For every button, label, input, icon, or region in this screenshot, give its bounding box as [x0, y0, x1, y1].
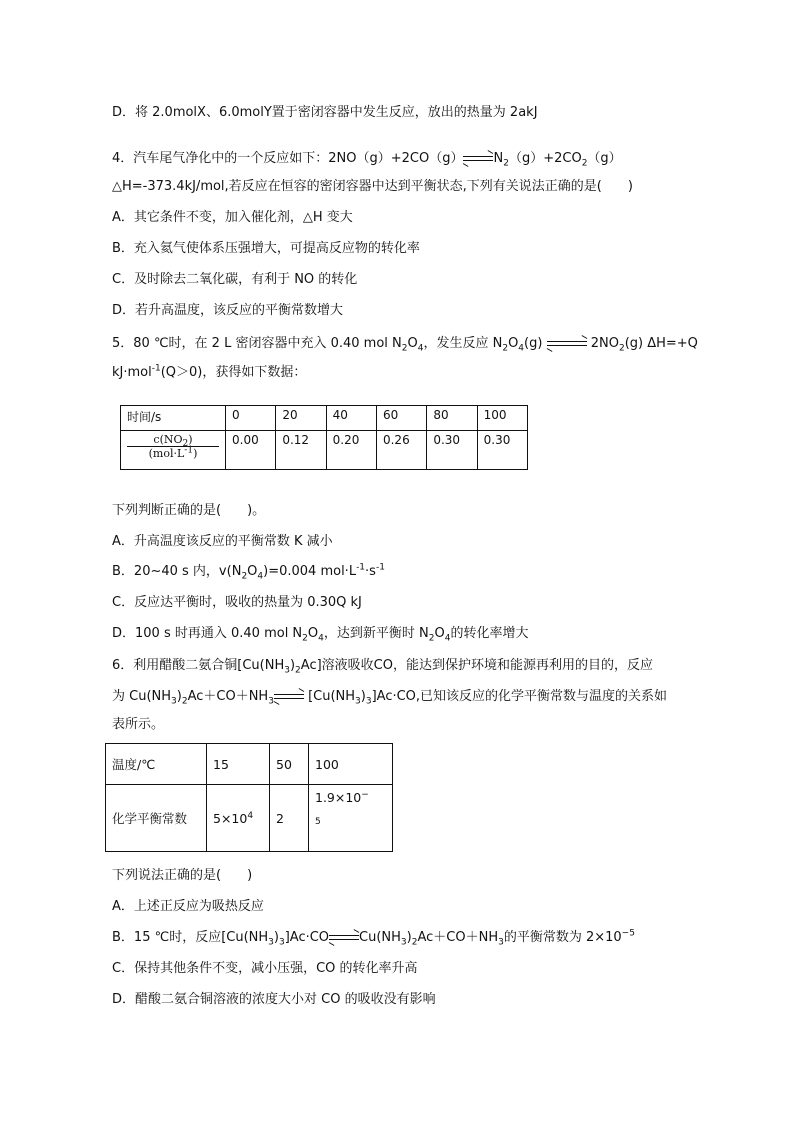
q5-text: B．20~40 s 内，v(N — [112, 564, 242, 579]
frac-text: ) — [193, 447, 198, 460]
table-cell — [309, 785, 393, 852]
table-cell: 80 — [427, 406, 477, 431]
sub: 2 — [302, 633, 308, 644]
sup: -1 — [375, 562, 385, 573]
question-6-stem-3: 表所示。 — [112, 717, 165, 732]
k-value-exp: 5 — [315, 817, 321, 827]
q4-option-a: A．其它条件不变，加入催化剂，△H 变大 — [112, 210, 353, 225]
q5-text: O — [307, 626, 319, 641]
q6-text: 6．利用醋酸二氨合铜[Cu(NH — [112, 658, 285, 673]
sub: 2 — [181, 696, 188, 707]
q5-text: ·s — [365, 564, 376, 579]
sub: 3 — [268, 696, 274, 707]
q5-text: 2NO — [590, 336, 619, 351]
sub: 2 — [182, 439, 189, 450]
sup: -1 — [151, 363, 161, 374]
q5-text: 的转化率增大 — [450, 626, 529, 641]
q5-option-c: C．反应达平衡时，吸收的热量为 0.30Q kJ — [112, 595, 362, 610]
table-cell: 0.00 — [226, 431, 276, 470]
sub: 3 — [284, 665, 290, 676]
table-cell: 40 — [326, 406, 376, 431]
table-cell: 0.30 — [427, 431, 477, 470]
q5-text: O — [407, 336, 418, 351]
q4-text-post: （g） — [587, 151, 622, 166]
q5-text: ，发生反应 N — [423, 336, 503, 351]
sub: 3 — [498, 937, 504, 948]
sub: 2 — [503, 158, 509, 169]
frac-text: (mol·L — [148, 447, 185, 460]
q6-text: B．15 ℃时，反应[Cu(NH — [112, 930, 269, 945]
q6-text: Cu(NH — [359, 930, 401, 945]
sub: 4 — [518, 343, 525, 354]
sup: -1 — [184, 445, 194, 456]
table-cell — [207, 785, 270, 852]
table-cell: 0 — [226, 406, 276, 431]
q6-option-d: D．醋酸二氨合铜溶液的浓度大小对 CO 的吸收没有影响 — [112, 992, 436, 1007]
sup: -1 — [356, 562, 366, 573]
sub: 2 — [502, 343, 509, 354]
equilibrium-arrow-icon — [329, 932, 359, 944]
q5-text: )=0.004 mol·L — [263, 564, 357, 579]
q4-option-b: B．充入氦气使体系压强增大，可提高反应物的转化率 — [112, 241, 420, 256]
q5-judge: 下列判断正确的是( )。 — [112, 503, 266, 518]
table-cell: 0.20 — [326, 431, 376, 470]
q6-text: 的平衡常数为 2×10 — [503, 930, 622, 945]
q4-text-n: N — [493, 151, 504, 166]
table-cell: 时间/s — [121, 406, 226, 431]
option-d-prev: D．将 2.0molX、6.0molY置于密闭容器中发生反应，放出的热量为 2akJ — [112, 105, 538, 120]
data-table-6 — [105, 743, 393, 852]
sub: 3 — [365, 696, 372, 707]
sub: 2 — [241, 571, 248, 582]
table-cell-fraction — [121, 431, 226, 470]
frac-text: c(NO — [153, 433, 183, 446]
question-6-stem — [112, 657, 653, 675]
q5-option-b — [112, 563, 385, 581]
sub: 3 — [171, 696, 177, 707]
q4-option-c: C．及时除去二氧化碳，有利于 NO 的转化 — [112, 272, 358, 287]
q4-text-mid: （g）+2CO — [508, 151, 582, 166]
q6-text: Ac＋CO＋NH — [417, 930, 499, 945]
q6-text: ]Ac·CO,已知该反应的化学平衡常数与温度的关系如 — [371, 689, 668, 704]
q6-option-c: C．保持其他条件不变，减小压强，CO 的转化率升高 — [112, 961, 418, 976]
sub: 2 — [411, 937, 418, 948]
q5-text: (g) — [524, 336, 543, 351]
question-4-stem — [112, 150, 622, 168]
q6-text: ) — [406, 930, 412, 945]
q6-text: [Cu(NH — [303, 689, 356, 704]
question-5-stem — [112, 335, 698, 353]
sub: 2 — [295, 665, 301, 676]
sub: 4 — [417, 343, 424, 354]
k-value: 1.9×10 — [315, 790, 362, 805]
sub: 3 — [355, 696, 361, 707]
table-cell: 2 — [270, 785, 309, 852]
sup: −5 — [621, 928, 635, 939]
question-6-stem-2 — [112, 688, 667, 706]
table-cell: 0.30 — [477, 431, 527, 470]
sup: 4 — [247, 810, 254, 821]
q5-text: O — [434, 626, 445, 641]
question-4-condition: △H=-373.4kJ/mol,若反应在恒容的密闭容器中达到平衡状态,下列有关说法正确的是( ) — [112, 179, 633, 194]
equilibrium-arrow-icon — [547, 338, 587, 350]
sub: 2 — [581, 158, 588, 169]
q5-text: (Q＞0)，获得如下数据： — [160, 365, 307, 380]
sub: 3 — [268, 937, 274, 948]
table-cell: 50 — [270, 744, 309, 785]
q6-text: ) — [273, 930, 279, 945]
sub: 3 — [400, 937, 407, 948]
sub: 3 — [278, 937, 285, 948]
q6-text: ) — [176, 689, 182, 704]
table-cell: 0.26 — [376, 431, 426, 470]
q4-option-d: D．若升高温度，该反应的平衡常数增大 — [112, 303, 344, 318]
sub: 4 — [318, 633, 324, 644]
data-table-5 — [120, 405, 528, 470]
fraction-numerator — [127, 433, 219, 450]
table-cell: 60 — [376, 406, 426, 431]
q5-text: D．100 s 时再通入 0.40 mol N — [112, 626, 303, 641]
table-cell: 100 — [477, 406, 527, 431]
q5-option-d — [112, 625, 528, 643]
k-value: 5×10 — [213, 810, 248, 826]
q6-text: ]Ac·CO — [284, 930, 330, 945]
q5-option-a: A．升高温度该反应的平衡常数 K 减小 — [112, 534, 333, 549]
fraction-denominator — [149, 447, 198, 460]
equilibrium-arrow-icon — [274, 691, 304, 703]
sub: 2 — [401, 343, 408, 354]
table-cell: 15 — [207, 744, 270, 785]
q6-option-a: A．上述正反应为吸热反应 — [112, 899, 264, 914]
q5-text: kJ·mol — [112, 365, 152, 380]
q6-option-b — [112, 929, 635, 947]
question-5-stem-2 — [112, 364, 306, 382]
table-cell: 化学平衡常数 — [106, 785, 207, 852]
q5-text: 5．80 ℃时，在 2 L 密闭容器中充入 0.40 mol N — [112, 336, 402, 351]
sub: 2 — [618, 343, 625, 354]
sub: 4 — [257, 571, 264, 582]
table-cell: 100 — [309, 744, 393, 785]
sup: − — [361, 789, 369, 800]
table-cell: 20 — [276, 406, 326, 431]
q5-text: ，达到新平衡时 N — [323, 626, 429, 641]
q6-text: Ac＋CO＋NH — [187, 689, 269, 704]
q5-text: O — [247, 564, 258, 579]
table-cell: 0.12 — [276, 431, 326, 470]
q6-text: ) — [289, 658, 296, 673]
q5-text: (g) ΔH=+Q — [624, 336, 698, 351]
q5-text: O — [508, 336, 519, 351]
equilibrium-arrow-icon — [463, 153, 493, 165]
q6-text: Ac]溶液吸收CO，能达到保护环境和能源再利用的目的，反应 — [300, 658, 653, 673]
q6-judge: 下列说法正确的是( ) — [112, 868, 253, 883]
table-cell: 温度/℃ — [106, 744, 207, 785]
sub: 4 — [444, 633, 451, 644]
sub: 2 — [428, 633, 435, 644]
q4-text-a: 4．汽车尾气净化中的一个反应如下：2NO（g）+2CO（g） — [112, 151, 464, 166]
frac-text: ) — [188, 433, 193, 446]
q6-text: ) — [360, 689, 366, 704]
q6-text: 为 Cu(NH — [112, 689, 172, 704]
